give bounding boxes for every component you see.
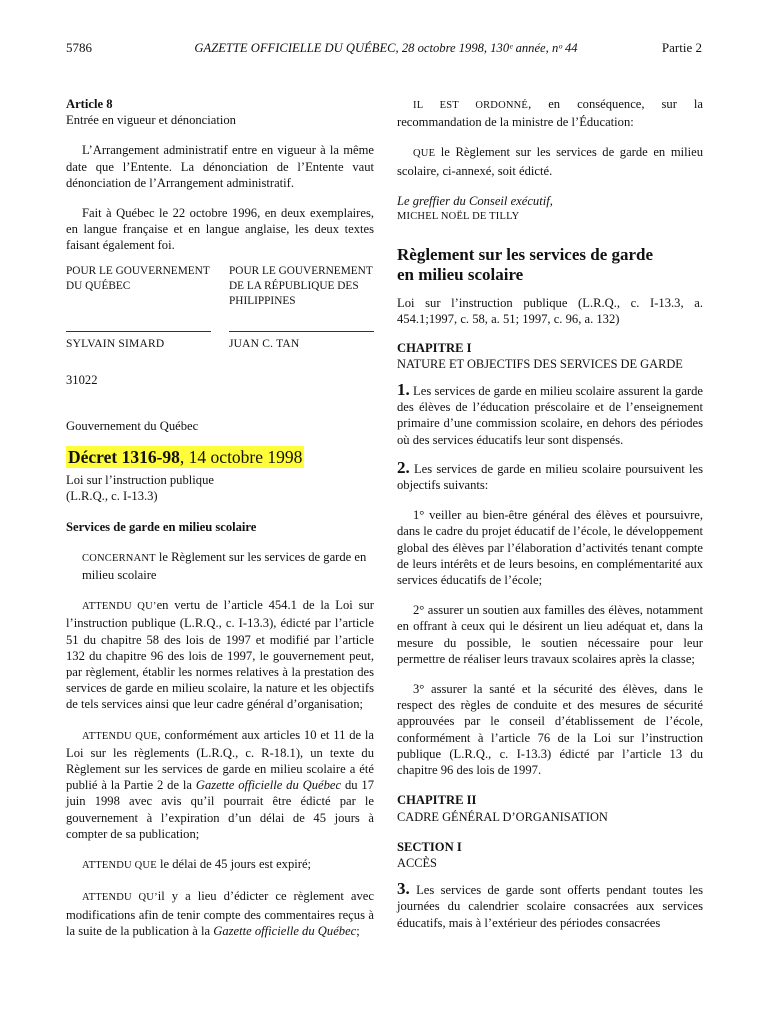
signature-lines bbox=[66, 331, 374, 352]
left-column bbox=[66, 90, 374, 939]
part-label: Partie 2 bbox=[661, 40, 702, 55]
decret-subject: Services de garde en milieu scolaire bbox=[66, 519, 257, 534]
attendu-clause-1: ATTENDU QU’en vertu de l’article 454.1 de la Loi sur l’instruction publique (L.R.Q., c. I-13.3), édicté par l’article 51 du chapitre 58 des lois de 1997 et modifié par l’article 132 du chapitre 96 des lois de 1997, le gouvernement peut, par règlement, établir les normes relatives à la prestation des services de garde en milieu scolaire, la nature et les objectifs de tels services ainsi que leur cadre général d’organisation; bbox=[66, 598, 374, 712]
section-3-paragraph: 3. Les services de garde sont offerts pendant toutes les journées du calendrier scolaire consacrées aux services éducatifs, mais à l’extérieur des périodes consacrées bbox=[397, 879, 703, 930]
objective-item-3: 3° assurer la santé et la sécurité des élèves, dans le respect des règles de conduite et des mesures de sécurité approuvées par le conseil d’établissement de l’école, conformément à l’article 76 de la Loi sur l’instruction publique (L.R.Q., c. I-13.3) édicté par l’article 13 du chapitre 96 des lois de 1997. bbox=[397, 682, 703, 778]
signatory-philippines-heading: POUR LE GOUVERNEMENT DE LA RÉPUBLIQUE DES PHILIPPINES bbox=[229, 264, 373, 307]
objective-item-2: 2° assurer un soutien aux familles des élèves, notamment en offrant à ceux qui le désirent un lieu adéquat et, dans la mesure du possible, le soutien nécessaire pour leur permettre de réaliser leurs travaux scolaires après la classe; bbox=[397, 603, 703, 666]
signature-juan-tan: JUAN C. TAN bbox=[229, 331, 374, 352]
section-i-title: ACCÈS bbox=[397, 855, 437, 870]
ordonne-clause: IL EST ORDONNÉ, en conséquence, sur la recommandation de la ministre de l’Éducation: bbox=[397, 97, 703, 130]
law-reference-line2: (L.R.Q., c. I-13.3) bbox=[66, 489, 158, 504]
greffier-name: MICHEL NOËL DE TILLY bbox=[397, 211, 520, 223]
article-heading: Article 8 bbox=[66, 97, 113, 111]
signatory-headings bbox=[66, 264, 374, 309]
article-subtitle: Entrée en vigueur et dénonciation bbox=[66, 113, 236, 128]
government-label: Gouvernement du Québec bbox=[66, 419, 199, 434]
greffier-title: Le greffier du Conseil exécutif, bbox=[397, 193, 553, 208]
section-2-paragraph: 2. Les services de garde en milieu scolaire poursuivent les objectifs suivants: bbox=[397, 457, 703, 493]
law-reference-line1: Loi sur l’instruction publique bbox=[66, 473, 214, 488]
decret-date: , 14 octobre 1998 bbox=[179, 447, 303, 468]
regulation-title-line2: en milieu scolaire bbox=[397, 265, 524, 285]
concernant-clause: CONCERNANT le Règlement sur les services de garde en milieu scolaire bbox=[82, 549, 367, 583]
regulation-law-reference: Loi sur l’instruction publique (L.R.Q., c. I-13.3, a. 454.1;1997, c. 58, a. 51; 1997, c. 96, a. 132) bbox=[397, 296, 703, 327]
decret-number: Décret 1316-98 bbox=[68, 447, 180, 468]
section-1-paragraph: 1. Les services de garde en milieu scolaire assurent la garde des élèves de l’éducation préscolaire et de l’enseignement primaire d’une commission scolaire, en dehors des périodes où des services éducatifs leur sont dispensés. bbox=[397, 380, 703, 447]
paragraph-entree-vigueur: L’Arrangement administratif entre en vigueur à la même date que l’Entente. La dénonciation de l’Entente vaut dénonciation de l’Arrangement administratif. bbox=[66, 143, 374, 190]
reference-number: 31022 bbox=[66, 372, 98, 387]
que-clause: QUE le Règlement sur les services de garde en milieu scolaire, ci-annexé, soit édicté. bbox=[397, 145, 703, 178]
right-column bbox=[397, 90, 703, 931]
chapter-2-title: CADRE GÉNÉRAL D’ORGANISATION bbox=[397, 809, 608, 824]
paragraph-fait-a-quebec: Fait à Québec le 22 octobre 1996, en deux exemplaires, en langue française et en langue anglaise, les deux textes faisant également foi. bbox=[66, 206, 374, 253]
objective-item-1: 1° veiller au bien-être général des élèves et poursuivre, dans le cadre du projet éducatif de l’école, le développement global des élèves par l’élaboration d’activités tenant compte de leurs intérêts et de leurs besoins, en complémentarité aux services éducatifs de l’école; bbox=[397, 508, 703, 588]
signature-sylvain-simard: SYLVAIN SIMARD bbox=[66, 331, 211, 352]
attendu-clause-3: ATTENDU QUE le délai de 45 jours est expiré; bbox=[82, 857, 312, 872]
decret-heading bbox=[66, 446, 374, 468]
signatory-quebec-heading: POUR LE GOUVERNEMENT DU QUÉBEC bbox=[66, 264, 210, 292]
gazette-running-title: GAZETTE OFFICIELLE DU QUÉBEC, 28 octobre 1998, 130ᵉ année, nᵒ 44 bbox=[194, 41, 578, 55]
chapter-1-heading: CHAPITRE I bbox=[397, 340, 472, 355]
regulation-title-line1: Règlement sur les services de garde bbox=[397, 245, 654, 265]
chapter-1-title: NATURE ET OBJECTIFS DES SERVICES DE GARDE bbox=[397, 356, 683, 371]
section-i-heading: SECTION I bbox=[397, 839, 462, 854]
attendu-clause-4: ATTENDU QU’il y a lieu d’édicter ce règlement avec modifications afin de tenir compte des commentaires reçus à la suite de la publication à la Gazette officielle du Québec; bbox=[66, 889, 374, 938]
chapter-2-heading: CHAPITRE II bbox=[397, 793, 477, 808]
page-header bbox=[66, 40, 702, 58]
page-number: 5786 bbox=[66, 40, 92, 55]
attendu-clause-2: ATTENDU QUE, conformément aux articles 10 et 11 de la Loi sur les règlements (L.R.Q., c. R-18.1), un texte du Règlement sur les services de garde en milieu scolaire a été publié à la Partie 2 de la Gazette officielle du Québec du 17 juin 1998 avec avis qu’il pourrait être édicté par le gouvernement à l’expiration d’un délai de 45 jours à compter de sa publication; bbox=[66, 727, 375, 841]
